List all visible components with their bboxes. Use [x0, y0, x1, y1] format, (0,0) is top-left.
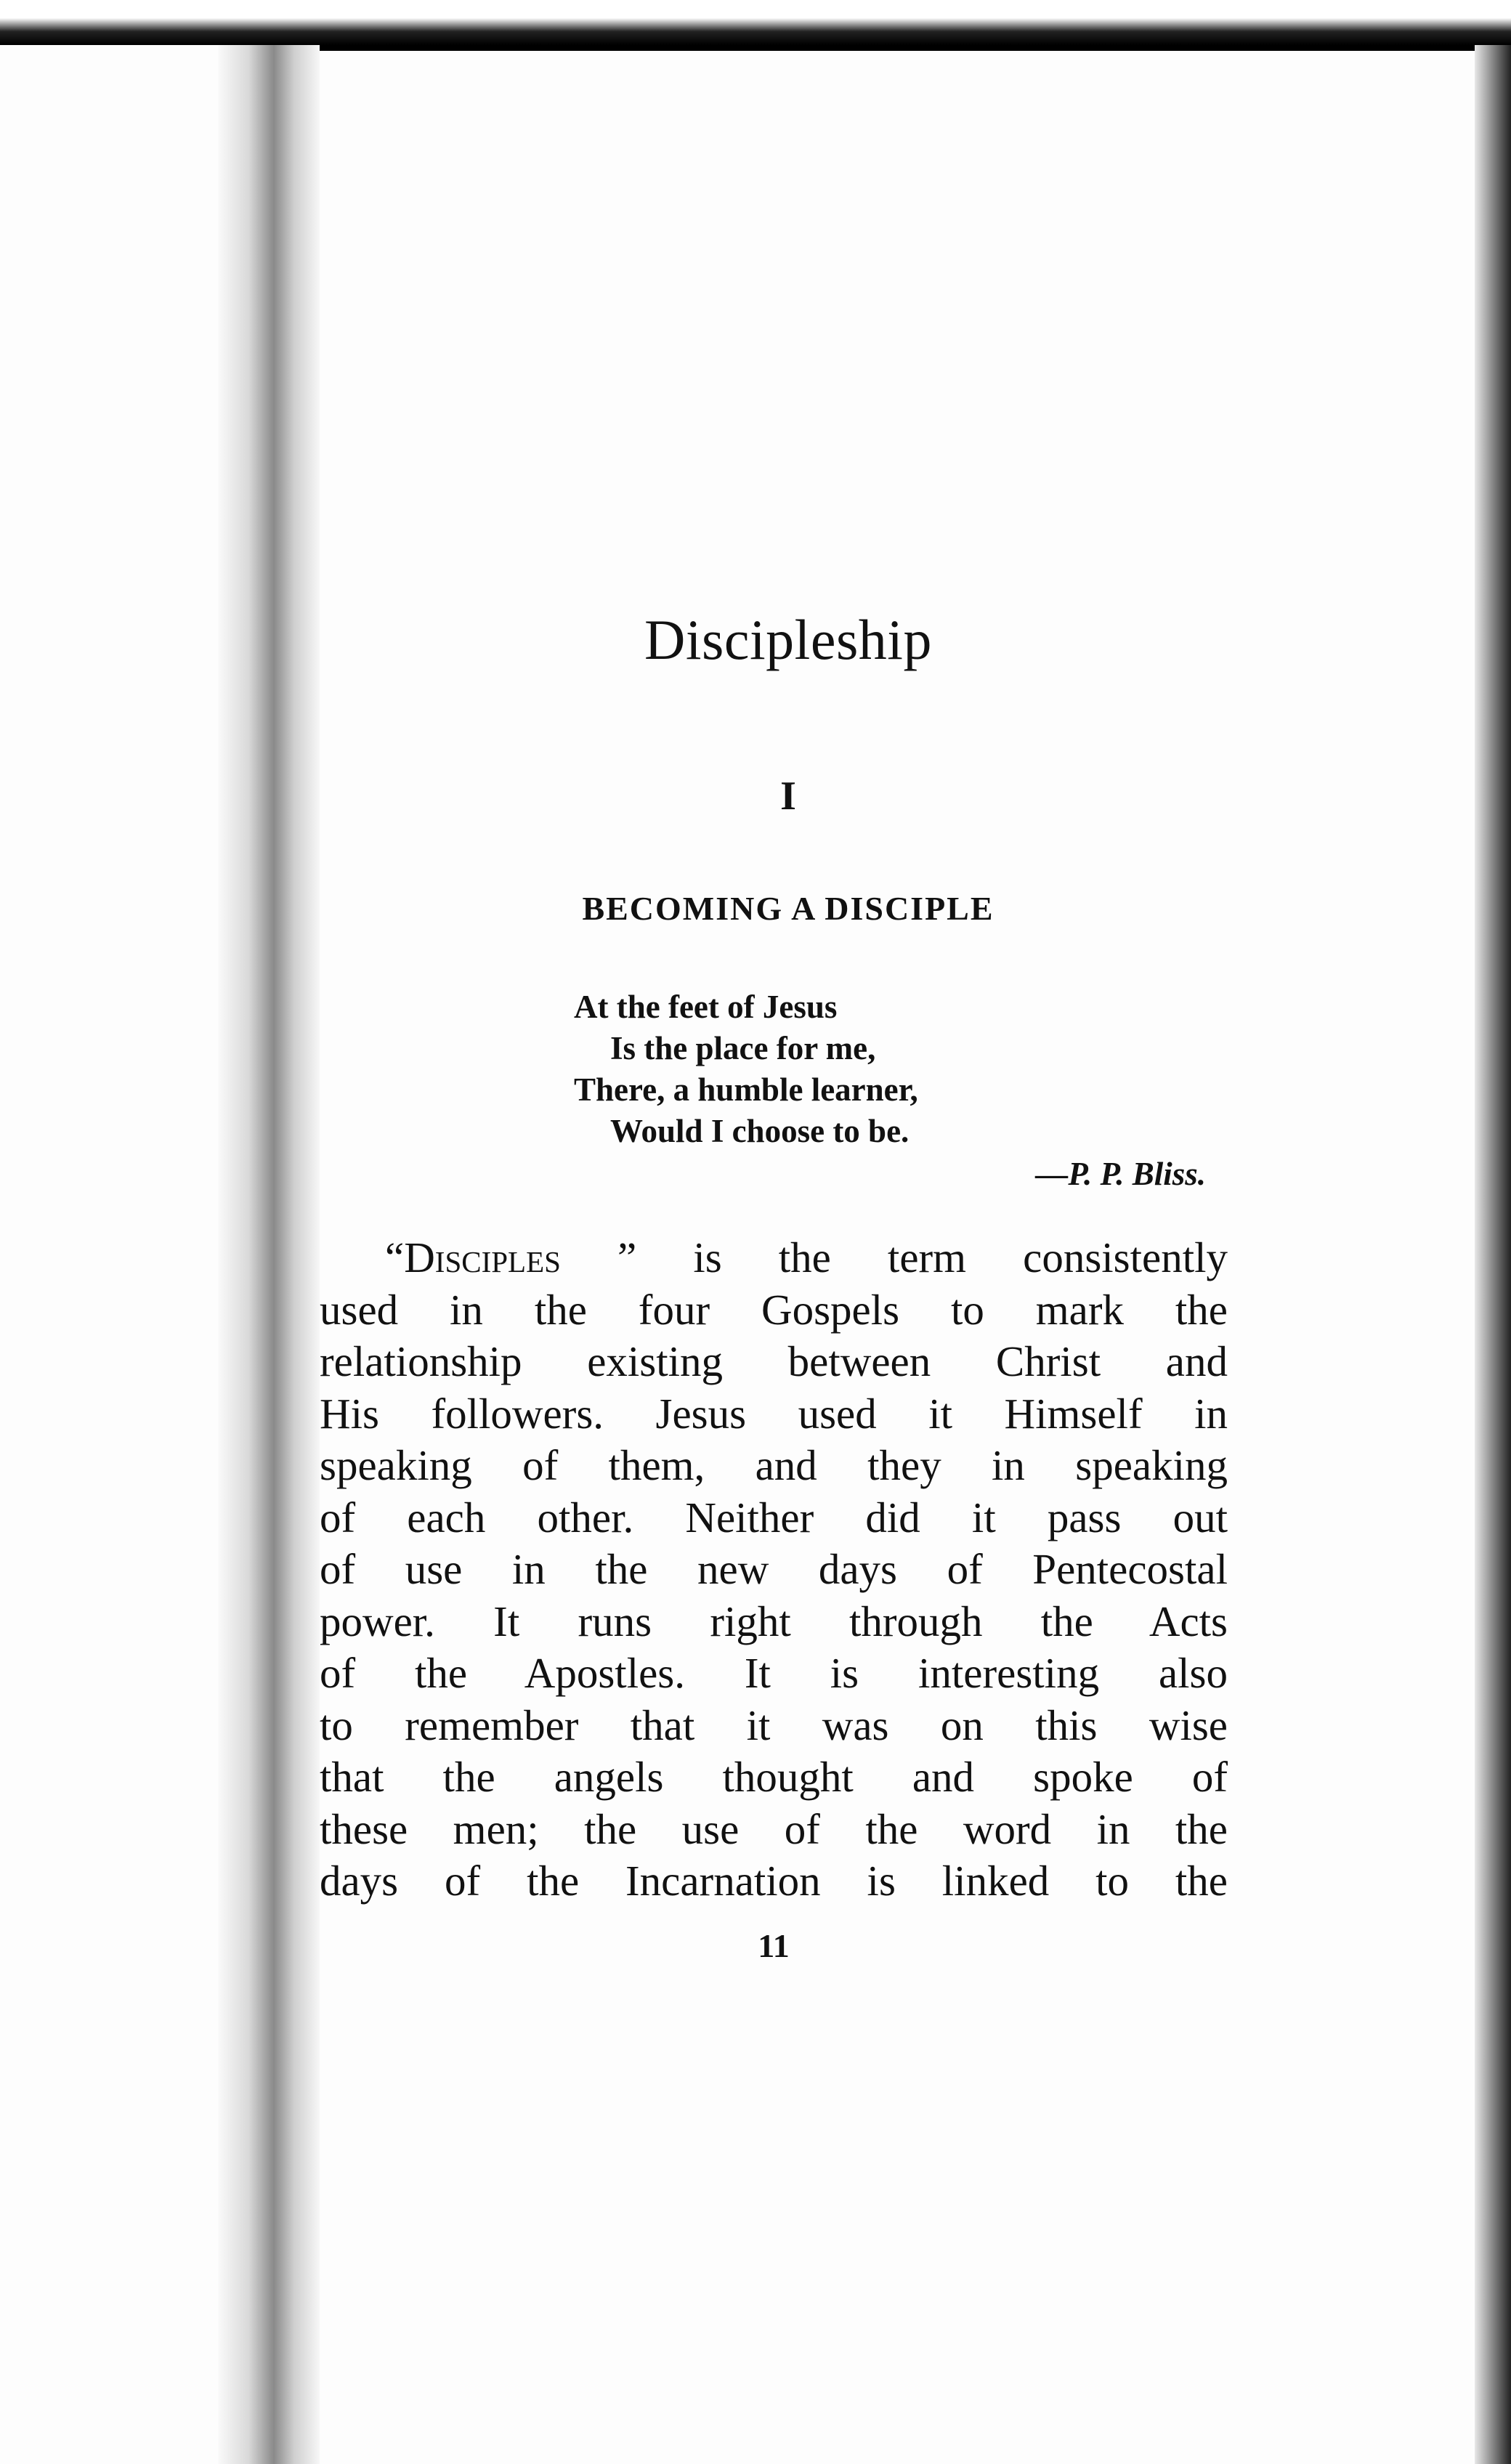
body-line: that the angels thought and spoke of	[320, 1753, 1228, 1801]
epigraph-attribution: —P. P. Bliss.	[1035, 1156, 1206, 1192]
body-line: days of the Incarnation is linked to the	[320, 1857, 1228, 1905]
body-paragraph	[320, 1232, 1228, 1908]
page-edge-shadow	[1475, 45, 1511, 2464]
running-head: Discipleship	[644, 608, 932, 671]
body-line: relationship existing between Christ and	[320, 1337, 1228, 1385]
epigraph-line: At the feet of Jesus	[574, 989, 838, 1025]
epigraph	[574, 986, 1228, 1152]
first-line-text: ” is the term consistently	[560, 1233, 1228, 1281]
opening-quote: “	[385, 1233, 405, 1281]
body-line: of each other. Neither did it pass out	[320, 1493, 1228, 1541]
book-gutter-shadow	[218, 45, 320, 2464]
epigraph-line: Is the place for me,	[610, 1030, 876, 1066]
facing-page-blank	[0, 45, 218, 2464]
body-line: His followers. Jesus used it Himself in	[320, 1389, 1228, 1438]
body-line: of use in the new days of Pentecostal	[320, 1545, 1228, 1593]
body-line: used in the four Gospels to mark the	[320, 1285, 1228, 1334]
epigraph-line: Would I choose to be.	[610, 1113, 910, 1149]
opening-word: Disciples	[404, 1233, 561, 1281]
chapter-number: I	[780, 774, 796, 819]
epigraph-line: There, a humble learner,	[574, 1071, 918, 1108]
body-line	[320, 1232, 1228, 1284]
chapter-title: BECOMING A DISCIPLE	[582, 890, 994, 927]
body-line: of the Apostles. It is interesting also	[320, 1649, 1228, 1697]
body-line: speaking of them, and they in speaking	[320, 1441, 1228, 1489]
body-line: power. It runs right through the Acts	[320, 1597, 1228, 1645]
scan-top-border	[0, 0, 1511, 45]
page-number: 11	[758, 1927, 790, 1964]
body-line: to remember that it was on this wise	[320, 1701, 1228, 1749]
body-line: these men; the use of the word in the	[320, 1804, 1228, 1853]
